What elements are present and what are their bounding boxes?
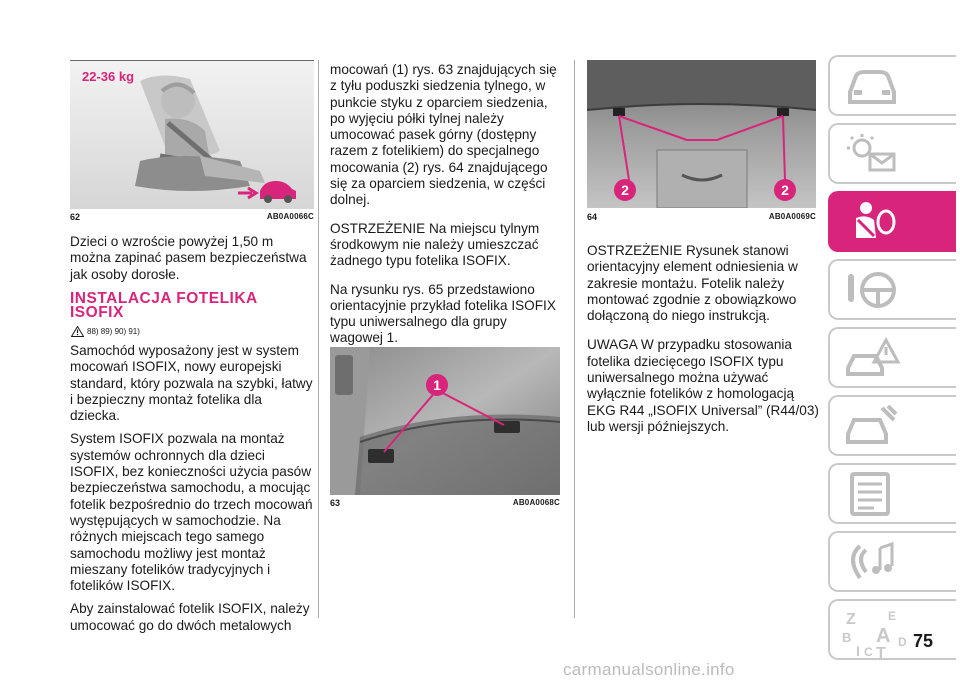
warning-triangle-icon [71,326,84,337]
tab-technical-data[interactable] [828,463,956,524]
key-steering-icon [842,266,902,314]
figure-63-code: AB0A0068C [512,498,560,507]
watermark: carmanualsonline.info [563,660,735,679]
tab-maintenance[interactable] [828,395,956,456]
index-letter-a: A [876,625,891,647]
index-letter-c: C [864,645,873,658]
figure-64-number: 64 [587,212,598,222]
index-letter-e: E [888,609,897,623]
center-seat-warning: OSTRZEŻENIE Na miejscu tylnym środkowym nie należy umieszczać żadnego typu fotelika ISOFIX. [330,220,540,269]
reference-numbers: 88) 89) 90) 91) [87,327,140,336]
tab-lights-messages[interactable] [828,123,956,184]
column-divider-2 [574,60,575,618]
column-3-body [587,243,819,442]
airbag-seat-icon [842,198,902,246]
index-letter-i: I [856,643,860,658]
column-1-body [70,343,315,641]
multimedia-icon [842,538,902,586]
figure-62 [70,60,314,209]
warning-car-icon [842,334,902,382]
section-heading-line-1: INSTALACJA FOTELIKA [70,290,258,307]
index-letters-icon [842,606,912,658]
column-2-body [330,62,562,354]
tab-starting-driving[interactable] [828,259,956,320]
tab-multimedia[interactable] [828,531,956,592]
figure-62-code: AB0A0066C [266,212,314,221]
index-letter-t: T [876,645,886,658]
index-letter-b: B [842,630,852,645]
isofix-paragraph-3: Aby zainstalować fotelik ISOFIX, należy umocować go do dwóch metalowych [70,601,310,633]
tab-safety[interactable] [828,191,956,252]
car-service-icon [842,402,902,450]
tab-emergency[interactable] [828,327,956,388]
index-letter-d: D [898,635,907,649]
tab-car-dashboard[interactable] [828,55,956,116]
figure-63-caption [330,498,560,508]
figure-62-weight-label: 22-36 kg [82,69,135,84]
index-letter-z: Z [846,611,856,628]
figure-63 [330,347,560,495]
figure-64-code: AB0A0069C [768,212,816,221]
tab-index[interactable] [828,599,956,660]
intro-paragraph: Dzieci o wzroście powyżej 1,50 m można zapinać pasem bezpieczeństwa jak osoby dorosłe. [70,234,307,282]
isofix-paragraph-1: Samochód wyposażony jest w system mocowań ISOFIX, nowy europejski standard, który pozwala na szybki, łatwy i bezpieczny montaż fotelika dla dziecka. [70,343,313,424]
car-dashboard-icon [842,62,902,110]
instruction-warning: OSTRZEŻENIE Rysunek stanowi orientacyjny element odniesienia w zakresie montażu. Fotelik należy montować zgodnie z obowiązkowo dołączoną do niego instrukcją. [587,243,798,324]
isofix-anchors-photo [330,347,560,495]
column-divider-1 [318,60,319,618]
anchor-paragraph: mocowań (1) rys. 63 znajdujących się z tyłu poduszki siedzenia tylnego, w punkcie styku z oparciem siedzenia, po wyjęciu półki tylnej należy umocować pasek górny (dostępny razem z fotelikiem) do specjalnego mocowania (2) rys. 64 znajdującego się za oparciem siedzenia, w części dolnej. [330,62,557,208]
figure-65-paragraph: Na rysunku rys. 65 przedstawiono orientacyjnie przykład fotelika ISOFIX typu uniwersalnego dla grupy wagowej 1. [330,281,556,346]
tether-marker-right: 2 [781,182,789,198]
homologation-note: UWAGA W przypadku stosowania fotelika dziecięcego ISOFIX typu uniwersalnego można używać wyłącznie fotelików z homologacją EKG R44 „ISOFIX Universal” (R44/03) lub wersji późniejszych. [587,337,819,434]
figure-62-caption [70,212,314,222]
page-number: 75 [913,631,934,651]
specifications-icon [842,470,902,518]
top-tether-anchors-photo [587,60,816,208]
anchor-marker-1: 1 [433,377,441,393]
section-heading [70,292,320,320]
figure-64 [587,60,816,208]
column-1-intro [70,234,315,290]
isofix-paragraph-2: System ISOFIX pozwala na montaż systemów ochronnych dla dzieci ISOFIX, bez konieczności użycia pasów bezpieczeństwa samochodu, a mocując fotelik bezpośrednio do trzech mocowań występujących w samochodzie. Na różnych miejscach tego samego samochodu możliwy jest montaż mieszany fotelików tradycyjnych i fotelików ISOFIX. [70,431,313,594]
section-heading-line-2: ISOFIX [70,304,124,321]
figure-63-number: 63 [330,498,341,508]
figure-62-number: 62 [70,212,81,222]
figure-64-caption [587,212,816,222]
lights-message-icon [842,130,902,178]
tether-marker-left: 2 [621,182,629,198]
warning-references [71,326,140,337]
